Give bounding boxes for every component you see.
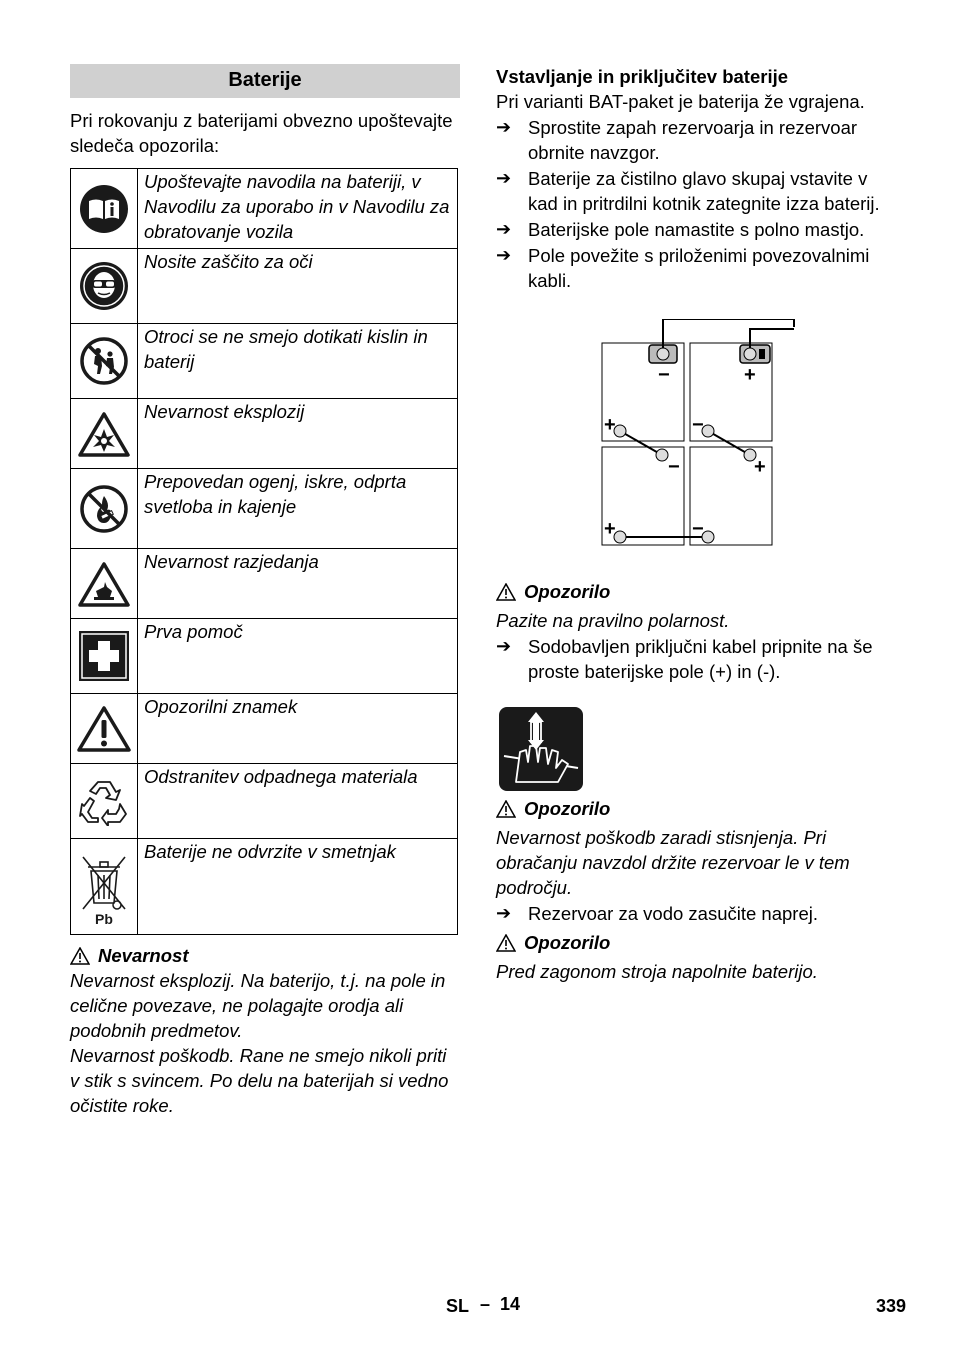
warning-heading [496, 930, 886, 955]
step: ➔ Sodobavljen priključni kabel pripnite na še proste baterijske pole (+) in (-). [496, 636, 873, 682]
explosion-icon [78, 411, 130, 457]
sign-row [71, 839, 458, 935]
section-heading: Vstavljanje in priključitev baterije [496, 66, 789, 87]
step: ➔ Baterijske pole namastite s polno mastjo. [496, 219, 865, 240]
goggles-icon [79, 261, 129, 311]
warning-text: Pazite na pravilno polarnost. [496, 610, 730, 631]
pb-label: Pb [95, 910, 113, 927]
step: ➔ Baterije za čistilno glavo skupaj vstavite v kad in pritrdilni kotnik zategnite izza baterij. [496, 168, 880, 214]
warning-heading [496, 579, 886, 604]
warning-signs-table [70, 168, 458, 935]
book-info-icon [79, 184, 129, 234]
first-aid-icon [78, 630, 130, 682]
danger-text: Nevarnost eksplozij. Na baterijo, t.j. na pole in celične povezave, ne polagajte orodja ali podobnih predmetov. [70, 970, 446, 1041]
step: ➔ Rezervoar za vodo zasučite naprej. [496, 903, 818, 924]
plus-sign: + [744, 364, 756, 386]
warning-title: Opozorilo [524, 932, 611, 953]
danger-title: Nevarnost [98, 945, 189, 966]
arrow-right-icon: ➔ [496, 636, 512, 656]
warning-icon [496, 583, 516, 601]
step: ➔ Sprostite zapah rezervoarja in rezervoar obrnite navzgor. [496, 117, 858, 163]
sign-row [71, 324, 458, 399]
recycle-icon [78, 776, 130, 826]
sign-text: Otroci se ne smejo dotikati kislin in baterij [138, 324, 458, 399]
arrow-right-icon: ➔ [496, 168, 512, 188]
sign-text: Baterije ne odvrzite v smetnjak [138, 839, 458, 935]
danger-text: Nevarnost poškodb. Rane ne smejo nikoli priti v stik s svincem. Po delu na baterijah si vedno očistite roke. [70, 1045, 449, 1116]
battery-wiring-diagram [594, 319, 894, 559]
arrow-right-icon: ➔ [496, 117, 512, 137]
plus-sign: + [604, 518, 616, 540]
sign-row [71, 694, 458, 764]
hand-pinch-warning-icon [498, 706, 584, 792]
crossed-bin-icon [77, 847, 131, 927]
warning-title: Opozorilo [524, 798, 611, 819]
warning-heading [496, 796, 886, 821]
arrow-right-icon: ➔ [496, 245, 512, 265]
warning-icon [496, 800, 516, 818]
no-fire-icon [79, 484, 129, 534]
sign-row [71, 399, 458, 469]
corrosion-icon [78, 561, 130, 607]
sign-row [71, 469, 458, 549]
minus-sign: − [658, 364, 670, 386]
no-children-icon [79, 336, 129, 386]
step: ➔ Pole povežite s priloženimi povezovalnimi kabli. [496, 245, 870, 291]
sign-text: Upoštevajte navodila na bateriji, v Navodilu za uporabo in v Navodilu za obratovanje vozila [138, 169, 458, 249]
warning-icon [70, 947, 90, 965]
sign-text: Prva pomoč [138, 619, 458, 694]
sign-row [71, 764, 458, 839]
sign-text: Opozorilni znamek [138, 694, 458, 764]
sign-text: Nevarnost razjedanja [138, 549, 458, 619]
intro-text: Pri rokovanju z baterijami obvezno upoštevajte sledeča opozorila: [70, 110, 453, 156]
warning-icon [77, 705, 131, 753]
section-title: Baterije [70, 64, 460, 98]
warning-title: Opozorilo [524, 581, 611, 602]
sign-text: Nosite zaščito za oči [138, 249, 458, 324]
footer-page-total: 339 [876, 1296, 907, 1316]
arrow-right-icon: ➔ [496, 903, 512, 923]
footer-page-local: 14 [500, 1294, 521, 1314]
sign-row [71, 549, 458, 619]
footer-lang: SL [446, 1296, 470, 1316]
warning-text: Nevarnost poškodb zaradi stisnjenja. Pri obračanju navzdol držite rezervoar le v tem področju. [496, 827, 850, 898]
sign-row [71, 249, 458, 324]
sign-row [71, 169, 458, 249]
minus-sign: − [692, 414, 704, 436]
left-column [70, 64, 460, 1118]
sign-text: Nevarnost eksplozij [138, 399, 458, 469]
minus-sign: − [692, 518, 704, 540]
plus-sign: + [754, 456, 766, 478]
danger-heading [70, 943, 460, 968]
sign-text: Prepovedan ogenj, iskre, odprta svetloba in kajenje [138, 469, 458, 549]
sign-text: Odstranitev odpadnega materiala [138, 764, 458, 839]
warning-icon [496, 934, 516, 952]
arrow-right-icon: ➔ [496, 219, 512, 239]
minus-sign: − [668, 456, 680, 478]
plus-sign: + [604, 414, 616, 436]
footer-dash: – [480, 1294, 491, 1314]
right-column [496, 64, 886, 984]
sign-row [71, 619, 458, 694]
intro-text: Pri varianti BAT-paket je baterija že vgrajena. [496, 91, 865, 112]
warning-text: Pred zagonom stroja napolnite baterijo. [496, 961, 818, 982]
